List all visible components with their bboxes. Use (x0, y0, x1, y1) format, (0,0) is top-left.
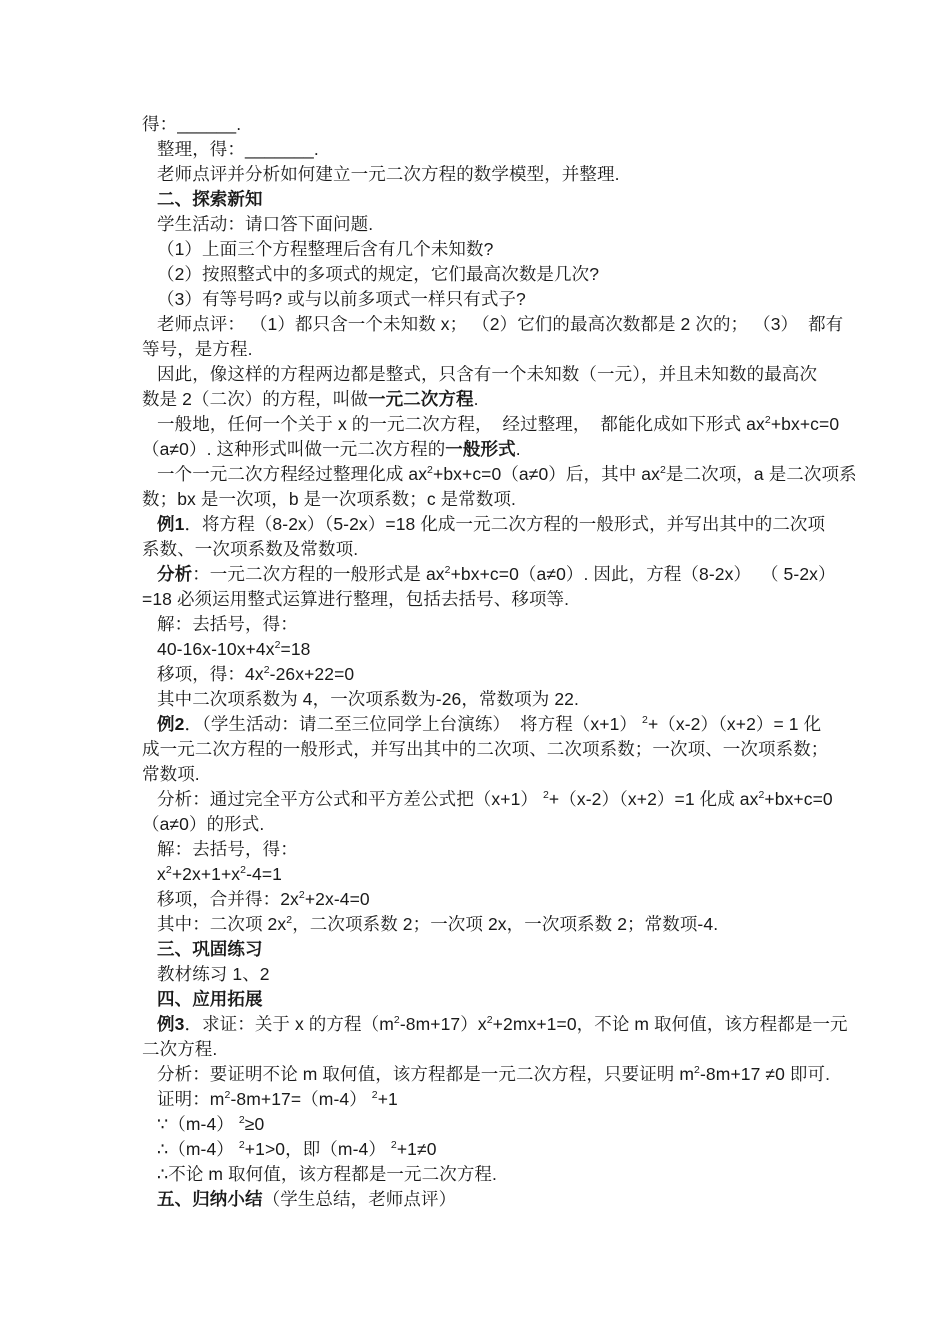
text-line (142, 862, 832, 887)
text-line (142, 412, 840, 437)
bold-text-run: 四、应用拓展 (157, 989, 263, 1009)
text-run: -8m+17）x (399, 1014, 487, 1034)
text-line (142, 737, 832, 762)
text-line (142, 1137, 832, 1162)
text-run: ≥0 (244, 1114, 265, 1134)
superscript-run: 2 (427, 464, 433, 476)
bold-text-run: 一元二次方程 (368, 389, 474, 409)
text-run: （2）按照整式中的多项式的规定，它们最高次数是几次? (157, 264, 600, 284)
text-line (142, 137, 832, 162)
text-run: +2mx+1=0，不论 m 取何值，该方程都是一元 (492, 1014, 848, 1034)
text-line (142, 912, 832, 937)
text-line (142, 212, 832, 237)
text-run: -8m+17 ≠0 即可. (700, 1064, 831, 1084)
text-run: ，二次项系数 2；一次项 2x，一次项系数 2；常数项-4. (292, 914, 719, 934)
text-line (142, 1062, 832, 1087)
superscript-run: 2 (371, 1089, 378, 1101)
text-line (142, 487, 832, 512)
text-line (142, 1087, 832, 1112)
text-run: +1≠0 (396, 1139, 437, 1159)
text-line (142, 462, 857, 487)
text-line (142, 362, 832, 387)
text-run: =18 必须运用整式运算进行整理，包括去括号、移项等. (142, 589, 570, 609)
text-line (142, 187, 832, 212)
text-run: 一般地，任何一个关于 x 的一元二次方程， 经过整理， 都能化成如下形式 ax (157, 414, 765, 434)
text-run: 二次方程. (142, 1039, 218, 1059)
bold-text-run: 一般形式 (445, 439, 516, 459)
text-run: 40-16x-10x+4x (157, 639, 275, 659)
text-run: 整理，得：_______. (157, 139, 319, 159)
text-line (142, 1187, 832, 1212)
text-line (142, 1112, 832, 1137)
text-line (142, 162, 832, 187)
text-line (142, 337, 832, 362)
text-line (142, 237, 832, 262)
text-run: 数是 2（二次）的方程，叫做 (142, 389, 368, 409)
text-run: 因此，像这样的方程两边都是整式，只含有一个未知数（一元），并且未知数的最高次 (157, 364, 818, 384)
superscript-run: 2 (298, 889, 305, 901)
text-run: +（x-2）（x+2）= 1 化 (647, 714, 822, 734)
text-run: +bx+c=0 (770, 414, 840, 434)
superscript-run: 2 (390, 1139, 397, 1151)
text-run: ．将方程（8-2x）（5-2x）=18 化成一元二次方程的一般形式，并写出其中的二次项 (184, 514, 826, 534)
text-line (142, 962, 832, 987)
text-line (142, 437, 832, 462)
text-run: 一个一元二次方程经过整理化成 ax (157, 464, 428, 484)
text-run: =18 (280, 639, 311, 659)
text-line (142, 587, 832, 612)
text-run: 移项，得：4x (157, 664, 264, 684)
text-run: 得：______. (142, 114, 242, 134)
text-run: ∵（m-4） (157, 1114, 239, 1134)
text-line (142, 987, 832, 1012)
text-run: （学生总结，老师点评） (262, 1189, 457, 1209)
text-line (142, 612, 832, 637)
superscript-run: 2 (694, 1064, 700, 1076)
bold-text-run: 分析 (157, 564, 193, 584)
text-line (142, 937, 832, 962)
text-run: +2x+1+x (171, 864, 241, 884)
text-line (142, 562, 836, 587)
superscript-run: 2 (764, 414, 771, 426)
text-run: +bx+c=0（a≠0）. 因此，方程（8-2x） （ 5-2x） (450, 564, 836, 584)
text-run: . (515, 439, 521, 459)
text-run: 解：去括号，得： (157, 614, 298, 634)
text-run: 数；bx 是一次项，b 是一次项系数；c 是常数项. (142, 489, 517, 509)
text-run: +（x-2）（x+2）=1 化成 ax (548, 789, 759, 809)
text-line (142, 262, 832, 287)
superscript-run: 2 (486, 1014, 493, 1026)
text-line (142, 387, 832, 412)
superscript-run: 2 (238, 1139, 245, 1151)
text-run: +bx+c=0（a≠0）后，其中 ax (433, 464, 660, 484)
text-line (142, 287, 832, 312)
text-run: （3）有等号吗? 或与以前多项式一样只有式子? (157, 289, 526, 309)
text-run: 学生活动：请口答下面问题. (157, 214, 374, 234)
text-run: -26x+22=0 (269, 664, 355, 684)
text-run: （a≠0）的形式. (142, 814, 265, 834)
text-line (142, 712, 832, 737)
text-run: +bx+c=0 (764, 789, 833, 809)
superscript-run: 2 (659, 464, 666, 476)
superscript-run: 2 (641, 714, 648, 726)
text-run: 老师点评并分析如何建立一元二次方程的数学模型，并整理. (157, 164, 620, 184)
superscript-run: 2 (274, 639, 281, 651)
superscript-run: 2 (240, 864, 247, 876)
text-run: -4=1 (246, 864, 283, 884)
text-line (142, 312, 844, 337)
text-line (142, 762, 832, 787)
superscript-run: 2 (165, 864, 172, 876)
text-run: 分析：要证明不论 m 取何值，该方程都是一元二次方程，只要证明 m (157, 1064, 695, 1084)
document-body (142, 112, 857, 1212)
text-line (142, 637, 832, 662)
bold-text-run: 三、巩固练习 (157, 939, 263, 959)
text-run: 等号，是方程. (142, 339, 253, 359)
superscript-run: 2 (263, 664, 270, 676)
text-line (142, 512, 832, 537)
text-run: 是二次项，a 是二次项系 (665, 464, 857, 484)
superscript-run: 2 (286, 914, 293, 926)
text-run: ．求证：关于 x 的方程（m (184, 1014, 394, 1034)
text-run: ∴不论 m 取何值，该方程都是一元二次方程. (157, 1164, 497, 1184)
bold-text-run: 五、归纳小结 (157, 1189, 263, 1209)
text-line (142, 837, 832, 862)
bold-text-run: 例1 (157, 514, 185, 534)
text-run: 教材练习 1、2 (157, 964, 270, 984)
text-run: ：一元二次方程的一般形式是 ax (192, 564, 445, 584)
superscript-run: 2 (238, 1114, 245, 1126)
superscript-run: 2 (758, 789, 765, 801)
text-run: ．（学生活动：请二至三位同学上台演练） 将方程（x+1） (184, 714, 642, 734)
text-run: 系数、一次项系数及常数项. (142, 539, 359, 559)
text-run: 移项，合并得：2x (157, 889, 299, 909)
text-run: ∴（m-4） (157, 1139, 239, 1159)
text-run: +1 (377, 1089, 398, 1109)
text-line (142, 1012, 848, 1037)
text-run: 证明：m (157, 1089, 225, 1109)
superscript-run: 2 (393, 1014, 400, 1026)
text-run: +2x-4=0 (304, 889, 370, 909)
superscript-run: 2 (224, 1089, 231, 1101)
text-line (142, 887, 832, 912)
bold-text-run: 二、探索新知 (157, 189, 263, 209)
superscript-run: 2 (542, 789, 549, 801)
bold-text-run: 例3 (157, 1014, 185, 1034)
text-run: +1>0，即（m-4） (244, 1139, 391, 1159)
text-run: （a≠0）. 这种形式叫做一元二次方程的 (142, 439, 446, 459)
text-run: 分析：通过完全平方公式和平方差公式把（x+1） (157, 789, 543, 809)
text-run: 其中：二次项 2x (157, 914, 287, 934)
text-run: x (157, 864, 166, 884)
text-run: （1）上面三个方程整理后含有几个未知数? (157, 239, 494, 259)
text-run: 常数项. (142, 764, 200, 784)
text-run: 成一元二次方程的一般形式，并写出其中的二次项、二次项系数；一次项、一次项系数； (142, 739, 829, 759)
bold-text-run: 例2 (157, 714, 185, 734)
superscript-run: 2 (444, 564, 451, 576)
text-line (142, 662, 832, 687)
text-run: . (473, 389, 479, 409)
text-run: 老师点评： （1）都只含一个未知数 x； （2）它们的最高次数都是 2 次的； （3） 都有 (157, 314, 844, 334)
text-line (142, 812, 832, 837)
text-line (142, 112, 832, 137)
text-line (142, 1162, 832, 1187)
text-line (142, 537, 832, 562)
text-run: 解：去括号，得： (157, 839, 298, 859)
text-line (142, 787, 832, 812)
text-run: 其中二次项系数为 4，一次项系数为-26，常数项为 22. (157, 689, 579, 709)
text-line (142, 1037, 832, 1062)
text-run: -8m+17=（m-4） (230, 1089, 372, 1109)
text-line (142, 687, 832, 712)
